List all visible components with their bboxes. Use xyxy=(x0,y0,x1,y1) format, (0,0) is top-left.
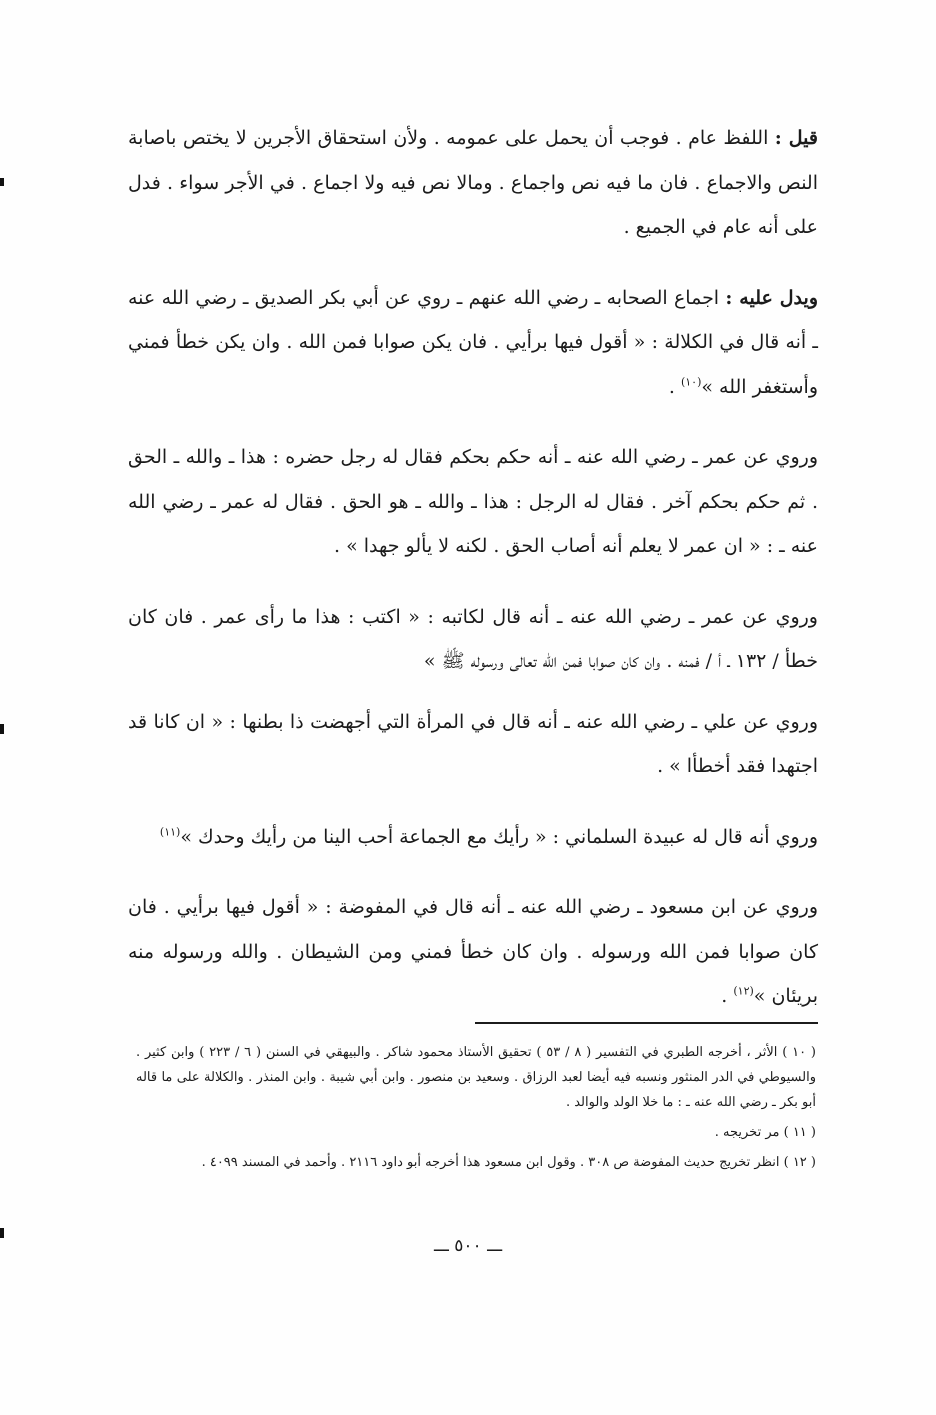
scan-mark xyxy=(0,724,4,734)
paragraph-4 xyxy=(128,595,818,684)
paragraph-6 xyxy=(128,815,818,860)
paragraph-text: وروي عن علي ـ رضي الله عنه ـ أنه قال في المرأة التي أجهضت ذا بطنها : « ان كانا قد اجتهدا فقد أخطأا » . xyxy=(128,710,818,777)
footnote-12: ( ١٢ ) انظر تخريج حديث المفوضة ص ٣٠٨ . وقول ابن مسعود هذا أخرجه أبو داود ٢١١٦ . وأحمد في المسند ٤٠٩٩ . xyxy=(201,1155,816,1170)
paragraph-end: . xyxy=(721,985,734,1007)
scan-mark xyxy=(0,1228,4,1238)
page-number: ـــ ٥٠٠ ـــ xyxy=(433,1236,503,1256)
paragraph-3 xyxy=(128,435,818,569)
paragraph-lead: ويدل عليه : xyxy=(725,286,818,309)
paragraph-text: وروي أنه قال له عبيدة السلماني : « رأيك مع الجماعة أحب الينا من رأيك وحدك » xyxy=(180,825,818,848)
paragraph-text: اللفظ عام . فوجب أن يحمل على عمومه . ولأن استحقاق الأجرين لا يختص باصابة النص والاجماع . فان ما فيه نص واجماع . ومالا نص فيه ولا اجماع . في الأجر سواء . فدل على أنه عام في الجميع . xyxy=(128,127,818,238)
scan-mark xyxy=(0,178,4,186)
paragraph-text: وروي عن ابن مسعود ـ رضي الله عنه ـ أنه قال في المفوضة : « أقول فيها برأيي . فان كان صوابا فمن الله ورسوله . وان كان خطأ فمني ومن الشيطان . والله ورسوله منه بريئان » xyxy=(128,896,818,1007)
footnote-ref-10: (١٠) xyxy=(680,375,702,389)
paragraph-text: وروي عن عمر ـ رضي الله عنه ـ أنه قال لكاتبه : « اكتب : هذا ما رأى عمر . فان كان خطأ / ١٣٢ ـ أ / فمنه . وان كان صوابا فمن الله تعالى ورسوله ﷺ » xyxy=(128,605,818,672)
paragraph-7 xyxy=(128,885,818,1019)
paragraph-lead: قيل : xyxy=(774,127,818,149)
footnote-10: ( ١٠ ) الأثر ، أخرجه الطبري في التفسير ( ٨ / ٥٣ ) تحقيق الأستاذ محمود شاكر . والبيهقي في السنن ( ٦ / ٢٢٣ ) وابن كثير . والسيوطي في الدر المنثور ونسبه فيه أيضا لعبد الرزاق . وسعيد بن منصور . وابن أبي شيبة . وابن المنذر . والكلالة على ما قاله أبو بكر ـ رضي الله عنه ـ : ما خلا الولد والوالد . xyxy=(136,1045,816,1110)
paragraph-1 xyxy=(128,116,818,250)
paragraph-5 xyxy=(128,700,818,789)
paragraph-end: . xyxy=(668,375,681,398)
footnote-ref-12: (١٢) xyxy=(733,984,754,998)
footnote-11: ( ١١ ) مر تخريجه . xyxy=(714,1125,816,1140)
paragraph-text: وروي عن عمر ـ رضي الله عنه ـ أنه حكم بحكم فقال له رجل حضره : هذا ـ والله ـ الحق . ثم حكم بحكم آخر . فقال له الرجل : هذا ـ والله ـ هو الحق . فقال له عمر ـ رضي الله عنه ـ : « ان عمر لا يعلم أنه أصاب الحق . لكنه لا يألو جهدا » . xyxy=(128,446,818,557)
paragraph-text: اجماع الصحابه ـ رضي الله عنهم ـ روي عن أبي بكر الصديق ـ رضي الله عنه ـ أنه قال في الكلالة : « أقول فيها برأيي . فان يكن صوابا فمن الله . وان يكن خطأ فمني وأستغفر الله » xyxy=(128,286,818,398)
paragraph-2 xyxy=(128,276,818,410)
footnote-ref-11: (١١) xyxy=(159,825,181,839)
footnotes xyxy=(136,1040,816,1180)
main-text xyxy=(128,116,818,1045)
footnote-separator xyxy=(475,1022,818,1024)
